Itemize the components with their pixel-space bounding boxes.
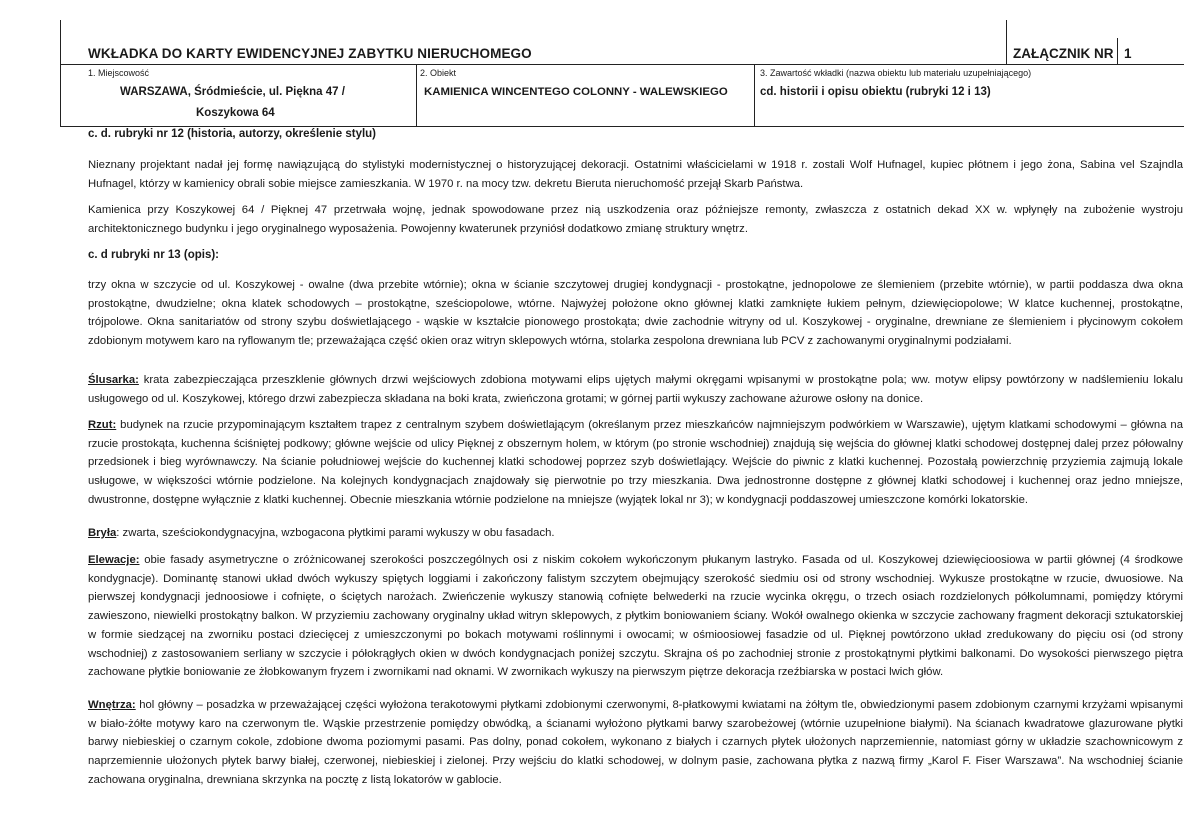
field-divider-1	[416, 64, 417, 126]
elewacje-paragraph	[88, 551, 1183, 682]
wnetrza-text: hol główny – posadzka w przeważającej części wyłożona terakotowymi płytkami zdobionymi czerwonymi, 8-płatkowymi kwiatami na żółtym tle, obwiedzionymi pasem zdobionym czarnymi krzyżami wpisanymi w biało-żółte motywy karo na czerwonym tle. Wąskie przestrzenie pomiędzy obwódką, a ścianami wyłożono płytkami barwy szarobeżowej (wtórnie uzupełnione białymi). Na ścianach kwadratowe glazurowane płytki barwy niebieskiej o czarnym cokole, zdobione dwoma poziomymi pasami. Pas dolny, ponad cokołem, wykonano z białych i czarnych płytek ułożonych naprzemiennie, natomiast górny w układzie szachownicowym z naprzemiennie ułożonych płytek barwy białej, czerwonej, niebieskiej i zielonej. Przy wejściu do klatki schodowej, w dolnym pasie, zachowana płytka z nazwą firmy „Karol F. Fiser Warszawa”. Na wschodniej ścianie zachowana oryginalna, drewniana skrzynka na pocztę z listą lokatorów w gablocie.	[88, 699, 1183, 786]
section13-heading: c. d rubryki nr 13 (opis):	[88, 249, 219, 261]
field3-value: cd. historii i opisu obiektu (rubryki 12 i 13)	[760, 86, 991, 98]
elewacje-text: obie fasady asymetryczne o zróżnicowanej szerokości poszczególnych osi z niskim cokołem wykończonym płukanym lastryko. Fasada od ul. Koszykowej dziewięcioosiowa w partii głównej (4 środkowe kondygnacje). Dominantę stanowi układ dwóch wykuszy spiętych loggiami i zakończony falistym szczytem obejmujący szerokość siedmiu osi od strony wschodniej. Wykusze prostokątne w rzucie, dwuosiowe. Na pierwszej kondygnacji jednoosiowe i cofnięte, o ściętych narożach. Zwieńczenie wykuszy stanowią cofnięte belwederki na rzucie wycinka okręgu, o trzech osiach rozdzielonych półkolumnami, pomiędzy którymi zawieszono, niewielki prostokątny balkon. W przyziemiu zachowany oryginalny układ witryn sklepowych, z płytkim boniowaniem ściany. Wokół owalnego okienka w szczycie zachowany fragment dekoracji sztukatorskiej w formie siedzącej na zworniku postaci dziecięcej z umieszczonymi po bokach motywami roślinnymi i owocami; w ośmioosiowej fasadzie od ul. Pięknej powtórzono układ zredukowany do pięciu osi (od strony wschodniej) z zastosowaniem serliany w szczycie i półokrągłych okien w dwóch kondygnacjach poniżej szczytu. Skrajna oś po zachodniej stronie z prostokątnymi płytkimi balkonami. Do wysokości pierwszego piętra zachowane płytkie boniowanie ze żłobkowanym fryzem i zwornikami nad oknami. W zwornikach wykuszy na pierwszym piętrze dekoracja rzeźbiarska w postaci lwich głów.	[88, 554, 1183, 679]
rzut-text: budynek na rzucie przypominającym kształtem trapez z centralnym szybem doświetlającym (określanym przez mieszkańców najmniejszym podwórkiem w Warszawie), ujętym klatkami schodowymi – główna na rzucie prostokąta, kuchenna ściśniętej podkowy; główne wejście od ulicy Pięknej z obszernym holem, w którym (po stronie wschodniej) znajdują się wejścia do głównej klatki schodowej dostępnej dalej przez półowalny przedsionek i bieg wyrównawczy. Na ścianie południowej wejście do kuchennej klatki schodowej poprzez szyb doświetlający. Wejście do piwnic z klatki kuchennej. Pozostałą powierzchnię przyziemia zajmują lokale usługowe, w większości wtórnie podzielone. Na kolejnych kondygnacjach znajdowały się pierwotnie po trzy mieszkania. Dwa jednostronne dostępne z głównej klatki schodowej i kuchennej oraz jedno mniejsze, dwustronne, dostępne wyłącznie z klatki kuchennej. Obecnie mieszkania wtórnie podzielone na mniejsze (wyjątek lokal nr 3); w kondygnacji poddaszowej umieszczone komórki lokatorskie.	[88, 419, 1183, 506]
header-bottom-rule	[60, 64, 1184, 65]
bryla-text: : zwarta, sześciokondygnacyjna, wzbogacona płytkimi parami wykuszy w obu fasadach.	[116, 527, 555, 539]
num-divider	[1117, 38, 1118, 64]
section12-paragraph-2: Kamienica przy Koszykowej 64 / Pięknej 47 przetrwała wojnę, jednak spowodowane przez nią uszkodzenia oraz późniejsze remonty, zwłaszcza z ostatnich dekad XX w. wpłynęły na zubożenie wystroju architektonicznego budynku i jego oryginalnego wyposażenia. Powojenny kwaterunek przyniósł dodatkowo zmianę struktury wnętrz.	[88, 204, 1183, 235]
field2-value: KAMIENICA WINCENTEGO COLONNY - WALEWSKIEGO	[424, 86, 728, 98]
form-title: WKŁADKA DO KARTY EWIDENCYJNEJ ZABYTKU NIERUCHOMEGO	[88, 46, 532, 61]
section13-windows-paragraph: trzy okna w szczycie od ul. Koszykowej - owalne (dwa przebite wtórnie); okna w ścianie szczytowej drugiej kondygnacji - prostokątne, jednopolowe ze ślemieniem (przebite wtórnie), w partii poddasza dwa okna prostokątne, dwudzielne; okna klatek schodowych – prostokątne, sześciopolowe, wtórne. Najwyżej położone okno głównej klatki zamknięte łukiem pełnym, dziewięciopolowe; W klatce kuchennej, prostokątne, trójpolowe. Okna sanitariatów od strony szybu doświetlającego - wąskie w kształcie pionowego prostokąta; dwie zachodnie witryny od ul. Koszykowej - oryginalne, drewniane ze ślemieniem i płycinowym cokołem zdobionym motywem karo na ryflowanym tle; przeważająca część okien oraz witryn sklepowych wtórna, stolarka zespolona drewniana lub PCV z zachowanymi oryginalnymi podziałami.	[88, 279, 1183, 348]
zal-divider	[1006, 20, 1007, 64]
section12-heading: c. d. rubryki nr 12 (historia, autorzy, określenie stylu)	[88, 128, 377, 140]
elewacje-label: Elewacje:	[88, 554, 140, 566]
left-frame	[60, 64, 61, 126]
field1-label: 1. Miejscowość	[88, 68, 150, 78]
field2-label: 2. Obiekt	[420, 68, 457, 78]
wnetrza-label: Wnętrza:	[88, 699, 136, 711]
bryla-label: Bryła	[88, 527, 117, 539]
field1-value-line2: Koszykowa 64	[196, 107, 275, 119]
field3-label: 3. Zawartość wkładki (nazwa obiektu lub materiału uzupełniającego)	[760, 68, 1032, 78]
zalacznik-label: ZAŁĄCZNIK NR	[1013, 46, 1114, 61]
bryla-paragraph	[88, 524, 1183, 543]
header-top-rule	[60, 20, 61, 64]
wnetrza-paragraph	[88, 696, 1183, 790]
fields-bottom-rule	[60, 126, 1184, 127]
rzut-label: Rzut:	[88, 419, 117, 431]
slusarka-paragraph	[88, 371, 1183, 408]
rzut-paragraph	[88, 416, 1183, 510]
slusarka-text: krata zabezpieczająca przeszklenie głównych drzwi wejściowych zdobiona motywami elips ujętych małymi okręgami wpisanymi w prostokątne pola; ww. motyw elipsy powtórzony w nadślemieniu lokalu usługowego od ul. Koszykowej, którego drzwi zabezpiecza składana na boki krata, zwieńczona grotami; w górnej partii wykuszy zachowane ażurowe osłony na donice.	[88, 374, 1183, 405]
field-divider-2	[754, 64, 755, 126]
field1-value-line1: WARSZAWA, Śródmieście, ul. Piękna 47 /	[120, 86, 345, 98]
section12-paragraph-1: Nieznany projektant nadał jej formę nawiązującą do stylistyki modernistycznej o historyzującej dekoracji. Ostatnimi właścicielami w 1918 r. zostali Wolf Hufnagel, kupiec płótnem i jego żona, Sabina vel Szajndla Hufnagel, którzy w kamienicy obrali sobie miejsce zamieszkania. W 1970 r. na mocy tzw. dekretu Bieruta nieruchomość przejął Skarb Państwa.	[88, 159, 1183, 190]
slusarka-label: Ślusarka:	[88, 374, 139, 386]
zalacznik-number: 1	[1124, 46, 1132, 61]
